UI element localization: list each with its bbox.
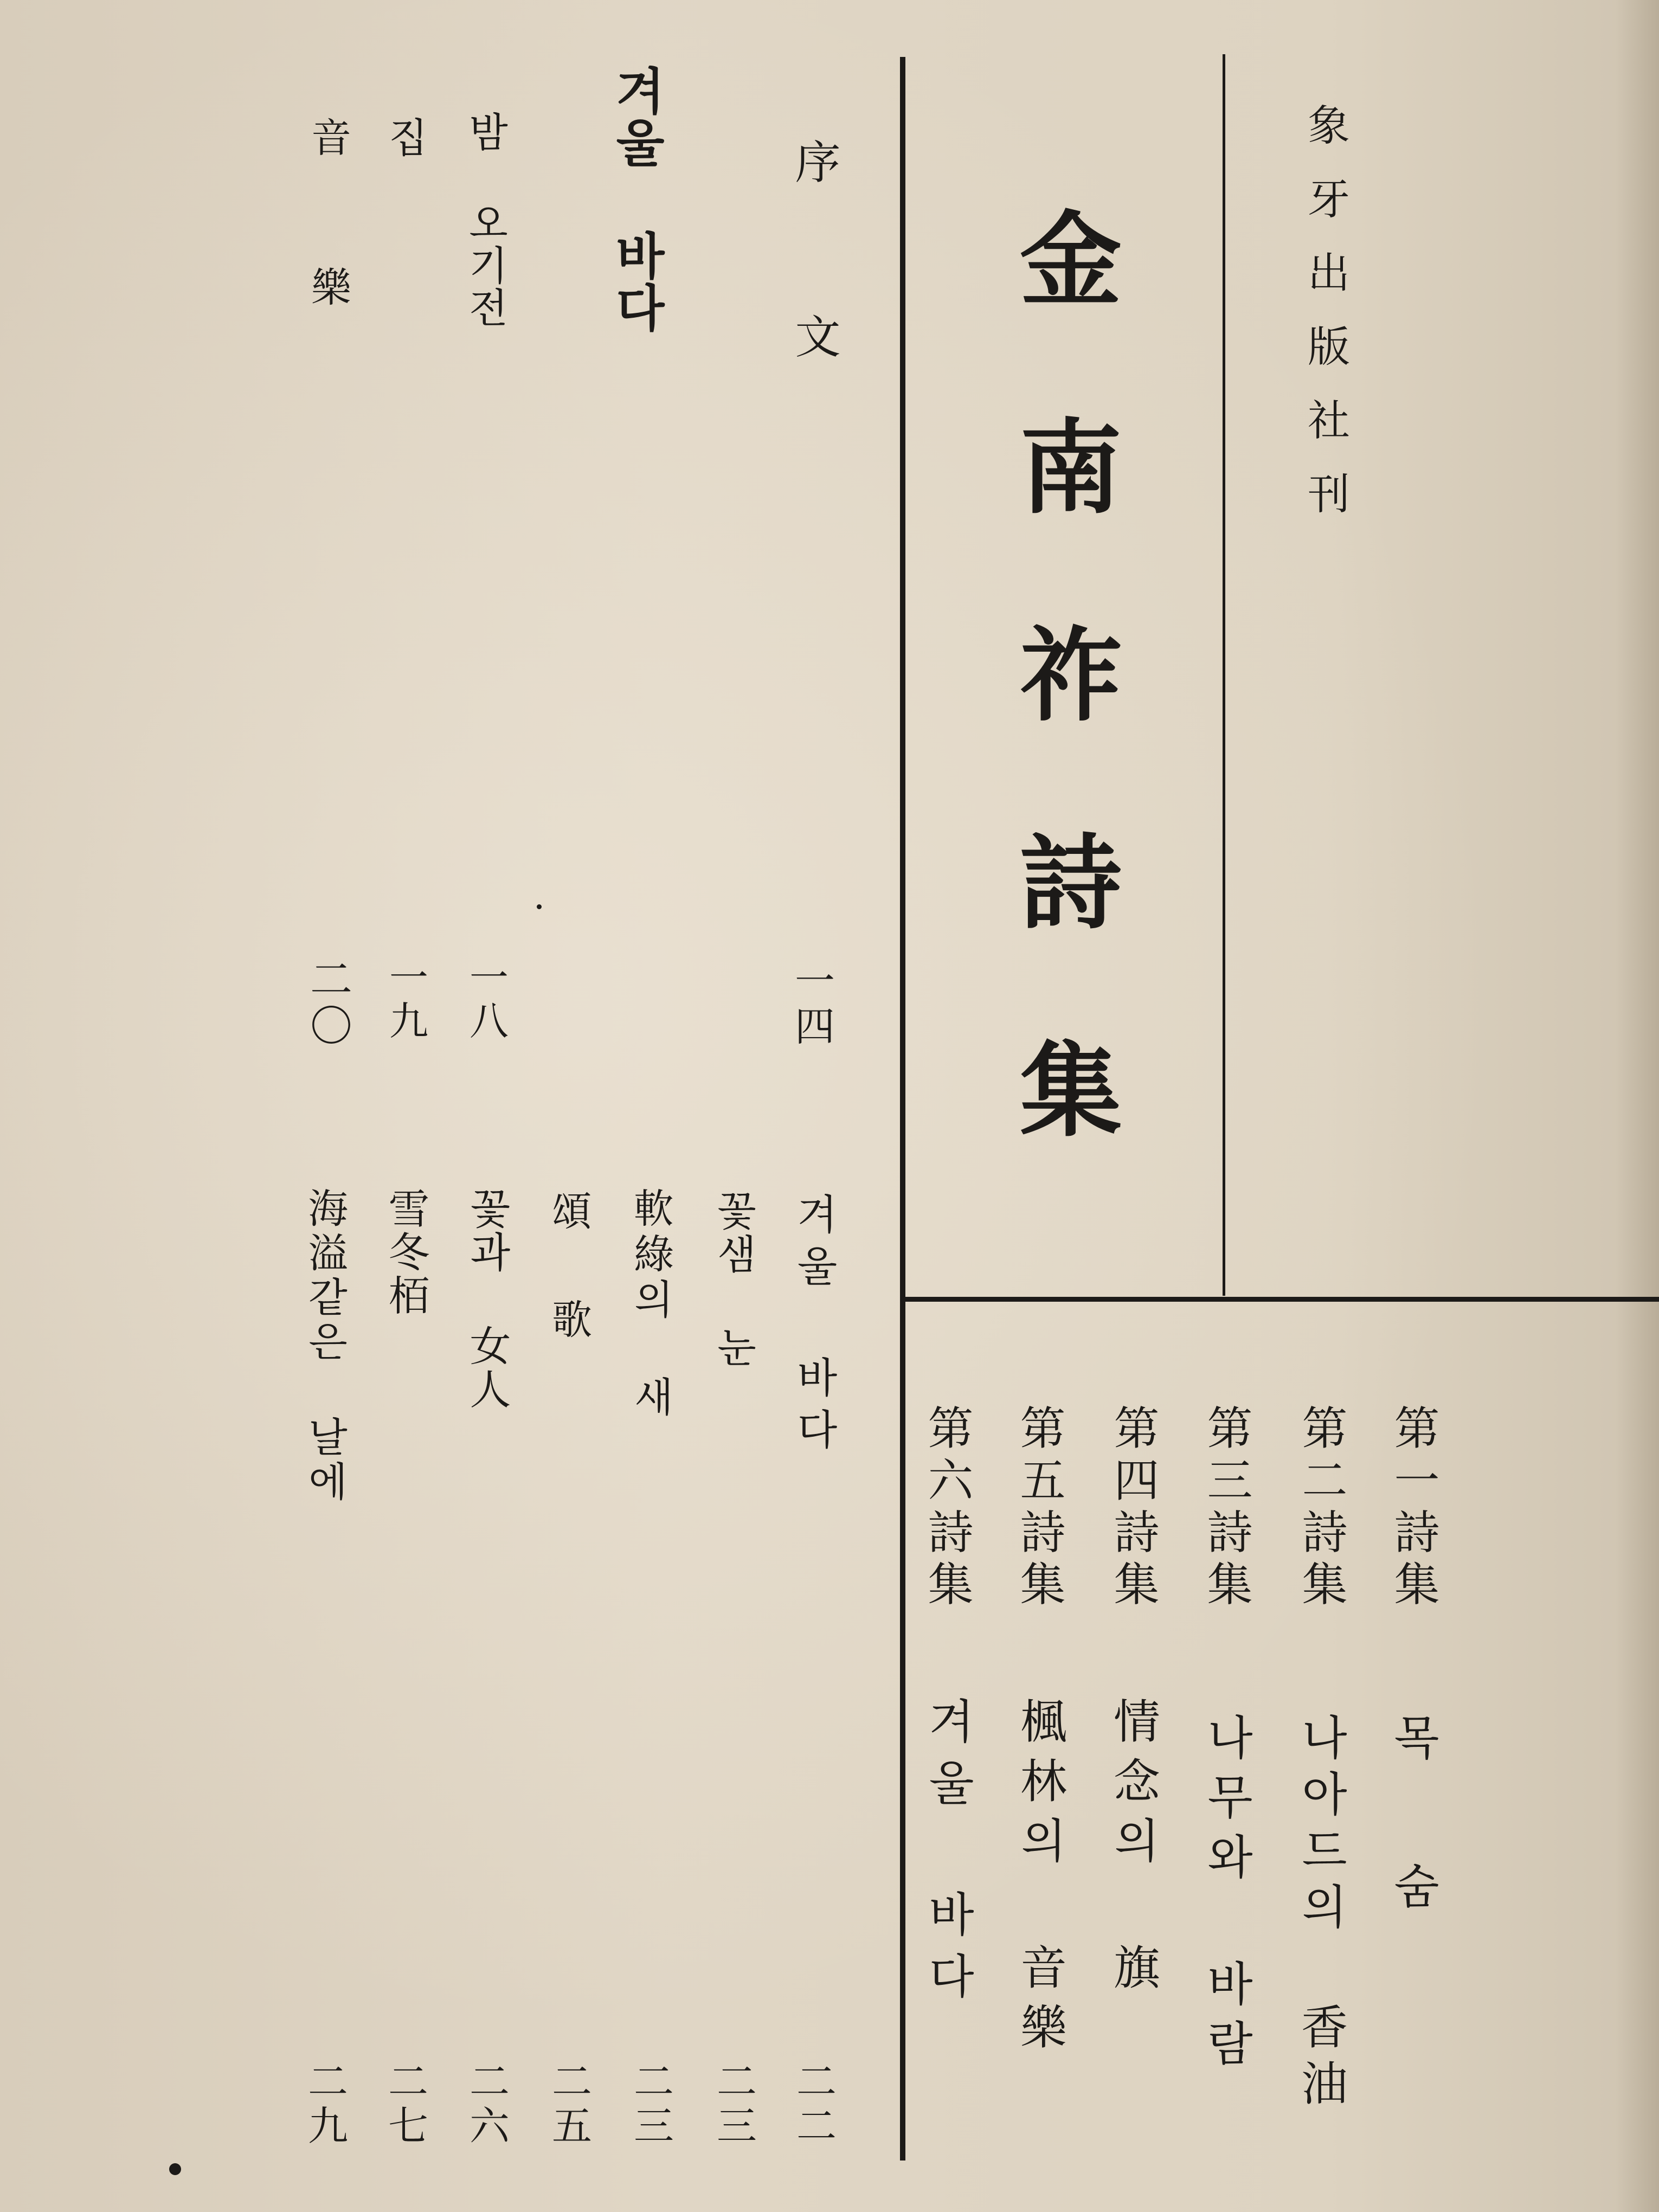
collection-label-4: 第四詩集 bbox=[1107, 1404, 1160, 1612]
toc-entry-page-hymn: 二五 bbox=[545, 2060, 592, 2149]
collection-title-5: 楓林의 音樂 bbox=[1012, 1697, 1066, 2062]
preface-title: 序 文 bbox=[788, 138, 841, 396]
collection-title-3: 나무와 바람 bbox=[1199, 1713, 1253, 2079]
toc-entry-page-winter-sea: 二二 bbox=[790, 2060, 837, 2149]
toc-entry-page-tsunami-day: 二九 bbox=[301, 2060, 348, 2149]
toc-entry-page-bam: 一八 bbox=[463, 957, 509, 1044]
horizontal-rule bbox=[903, 1297, 1659, 1302]
collection-title-4: 情念의 旗 bbox=[1105, 1697, 1160, 2003]
ink-speck bbox=[169, 2163, 181, 2175]
toc-entry-title-flower-woman: 꽃과 女人 bbox=[463, 1187, 511, 1411]
collection-label-2: 第二詩集 bbox=[1295, 1404, 1348, 1612]
toc-entry-title-music: 音 樂 bbox=[305, 117, 351, 338]
toc-entry-page-camellia: 二七 bbox=[382, 2060, 428, 2149]
collection-label-5: 第五詩集 bbox=[1013, 1404, 1066, 1612]
toc-entry-page-flower-snow: 二三 bbox=[710, 2060, 757, 2149]
toc-entry-page-music: 二〇 bbox=[303, 957, 352, 1050]
toc-entry-page-green-bird: 二三 bbox=[627, 2060, 674, 2149]
collection-title-2: 나아드의 香油 bbox=[1293, 1713, 1347, 2115]
ink-speck bbox=[537, 904, 542, 909]
toc-entry-page-jip: 一九 bbox=[383, 957, 428, 1044]
toc-entry-title-green-bird: 軟綠의 새 bbox=[627, 1187, 674, 1422]
toc-entry-page-flower-woman: 二六 bbox=[463, 2060, 510, 2149]
toc-entry-title-camellia: 雪冬栢 bbox=[382, 1187, 430, 1317]
publisher-line: 象牙出版社刊 bbox=[1301, 103, 1349, 545]
book-title: 金南祚詩集 bbox=[1002, 206, 1122, 1244]
toc-entry-title-flower-snow: 꽃샘 눈 bbox=[710, 1190, 757, 1370]
main-vertical-rule bbox=[900, 57, 905, 2160]
title-box-right-rule bbox=[1223, 54, 1225, 1296]
collection-title-6: 겨울 바다 bbox=[920, 1697, 974, 2014]
preface-page: 一四 bbox=[788, 960, 835, 1051]
toc-entry-title-jip: 집 bbox=[382, 117, 428, 157]
section-title: 겨울 바다 bbox=[607, 65, 666, 334]
collection-label-6: 第六詩集 bbox=[921, 1404, 974, 1612]
toc-entry-title-tsunami-day: 海溢같은 날에 bbox=[301, 1187, 348, 1505]
toc-entry-title-bam: 밤 오기전 bbox=[462, 111, 509, 329]
toc-entry-title-hymn: 頌 歌 bbox=[545, 1190, 592, 1349]
page-edge-shadow bbox=[1616, 0, 1659, 2212]
collection-label-3: 第三詩集 bbox=[1200, 1404, 1253, 1612]
collection-label-1: 第一詩集 bbox=[1387, 1404, 1440, 1612]
toc-entry-title-winter-sea: 겨울 바다 bbox=[790, 1193, 838, 1460]
collection-title-1: 목 숨 bbox=[1385, 1713, 1439, 1932]
